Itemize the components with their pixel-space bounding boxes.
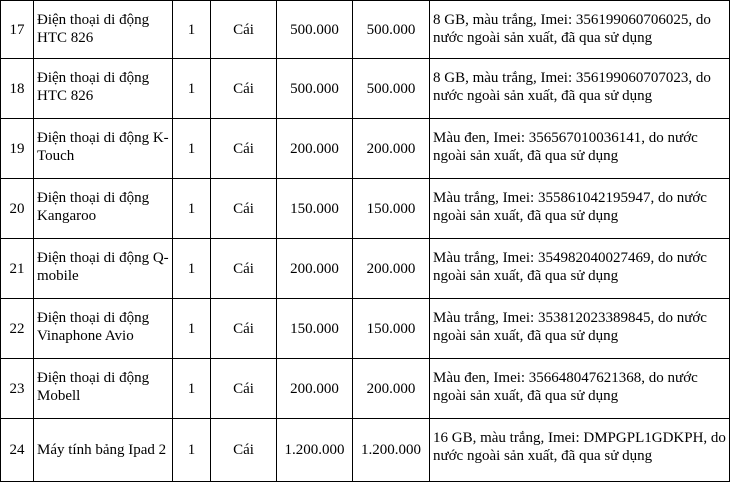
row-number: 24: [1, 419, 34, 482]
item-total: 1.200.000: [353, 419, 430, 482]
item-unit: Cái: [211, 239, 277, 299]
item-quantity: 1: [173, 119, 211, 179]
table-row: [1, 1, 730, 59]
item-name: Điện thoại di động Vinaphone Avio: [34, 299, 173, 359]
item-name: Điện thoại di động Kangaroo: [34, 179, 173, 239]
item-description: Màu đen, Imei: 356648047621368, do nước ngoài sản xuất, đã qua sử dụng: [430, 359, 730, 419]
item-name: Điện thoại di động Q- mobile: [34, 239, 173, 299]
row-number: 23: [1, 359, 34, 419]
item-unit-price: 200.000: [277, 239, 353, 299]
item-quantity: 1: [173, 299, 211, 359]
item-unit-price: 200.000: [277, 119, 353, 179]
row-number: 18: [1, 59, 34, 119]
item-total: 200.000: [353, 239, 430, 299]
item-quantity: 1: [173, 239, 211, 299]
item-unit-price: 1.200.000: [277, 419, 353, 482]
table-row: [1, 299, 730, 359]
item-description: Màu trắng, Imei: 353812023389845, do nước ngoài sản xuất, đã qua sử dụng: [430, 299, 730, 359]
item-description: Màu đen, Imei: 356567010036141, do nước ngoài sản xuất, đã qua sử dụng: [430, 119, 730, 179]
item-description: 8 GB, màu trắng, Imei: 356199060706025, do nước ngoài sản xuất, đã qua sử dụng: [430, 1, 730, 59]
item-total: 200.000: [353, 359, 430, 419]
item-total: 200.000: [353, 119, 430, 179]
table-row: [1, 59, 730, 119]
table-row: [1, 359, 730, 419]
row-number: 20: [1, 179, 34, 239]
item-name: Máy tính bảng Ipad 2: [34, 419, 173, 482]
item-name: Điện thoại di động HTC 826: [34, 1, 173, 59]
table-row: [1, 239, 730, 299]
item-unit: Cái: [211, 1, 277, 59]
item-unit-price: 150.000: [277, 179, 353, 239]
table-row: [1, 179, 730, 239]
item-total: 500.000: [353, 1, 430, 59]
item-quantity: 1: [173, 359, 211, 419]
row-number: 21: [1, 239, 34, 299]
item-unit-price: 200.000: [277, 359, 353, 419]
item-description: 16 GB, màu trắng, Imei: DMPGPL1GDKPH, do nước ngoài sản xuất, đã qua sử dụng: [430, 419, 730, 482]
item-total: 500.000: [353, 59, 430, 119]
item-unit: Cái: [211, 179, 277, 239]
item-description: Màu trắng, Imei: 354982040027469, do nước ngoài sản xuất, đã qua sử dụng: [430, 239, 730, 299]
item-name: Điện thoại di động HTC 826: [34, 59, 173, 119]
item-description: Màu trắng, Imei: 355861042195947, do nước ngoài sản xuất, đã qua sử dụng: [430, 179, 730, 239]
item-unit-price: 500.000: [277, 1, 353, 59]
item-unit: Cái: [211, 59, 277, 119]
item-unit: Cái: [211, 299, 277, 359]
item-quantity: 1: [173, 1, 211, 59]
table-row: [1, 119, 730, 179]
item-quantity: 1: [173, 179, 211, 239]
item-description: 8 GB, màu trắng, Imei: 356199060707023, do nước ngoài sản xuất, đã qua sử dụng: [430, 59, 730, 119]
item-quantity: 1: [173, 419, 211, 482]
row-number: 17: [1, 1, 34, 59]
row-number: 22: [1, 299, 34, 359]
row-number: 19: [1, 119, 34, 179]
table-row: [1, 419, 730, 482]
item-unit: Cái: [211, 419, 277, 482]
item-total: 150.000: [353, 179, 430, 239]
item-unit-price: 150.000: [277, 299, 353, 359]
item-quantity: 1: [173, 59, 211, 119]
item-unit-price: 500.000: [277, 59, 353, 119]
item-unit: Cái: [211, 119, 277, 179]
item-name: Điện thoại di động K- Touch: [34, 119, 173, 179]
item-total: 150.000: [353, 299, 430, 359]
item-unit: Cái: [211, 359, 277, 419]
item-name: Điện thoại di động Mobell: [34, 359, 173, 419]
